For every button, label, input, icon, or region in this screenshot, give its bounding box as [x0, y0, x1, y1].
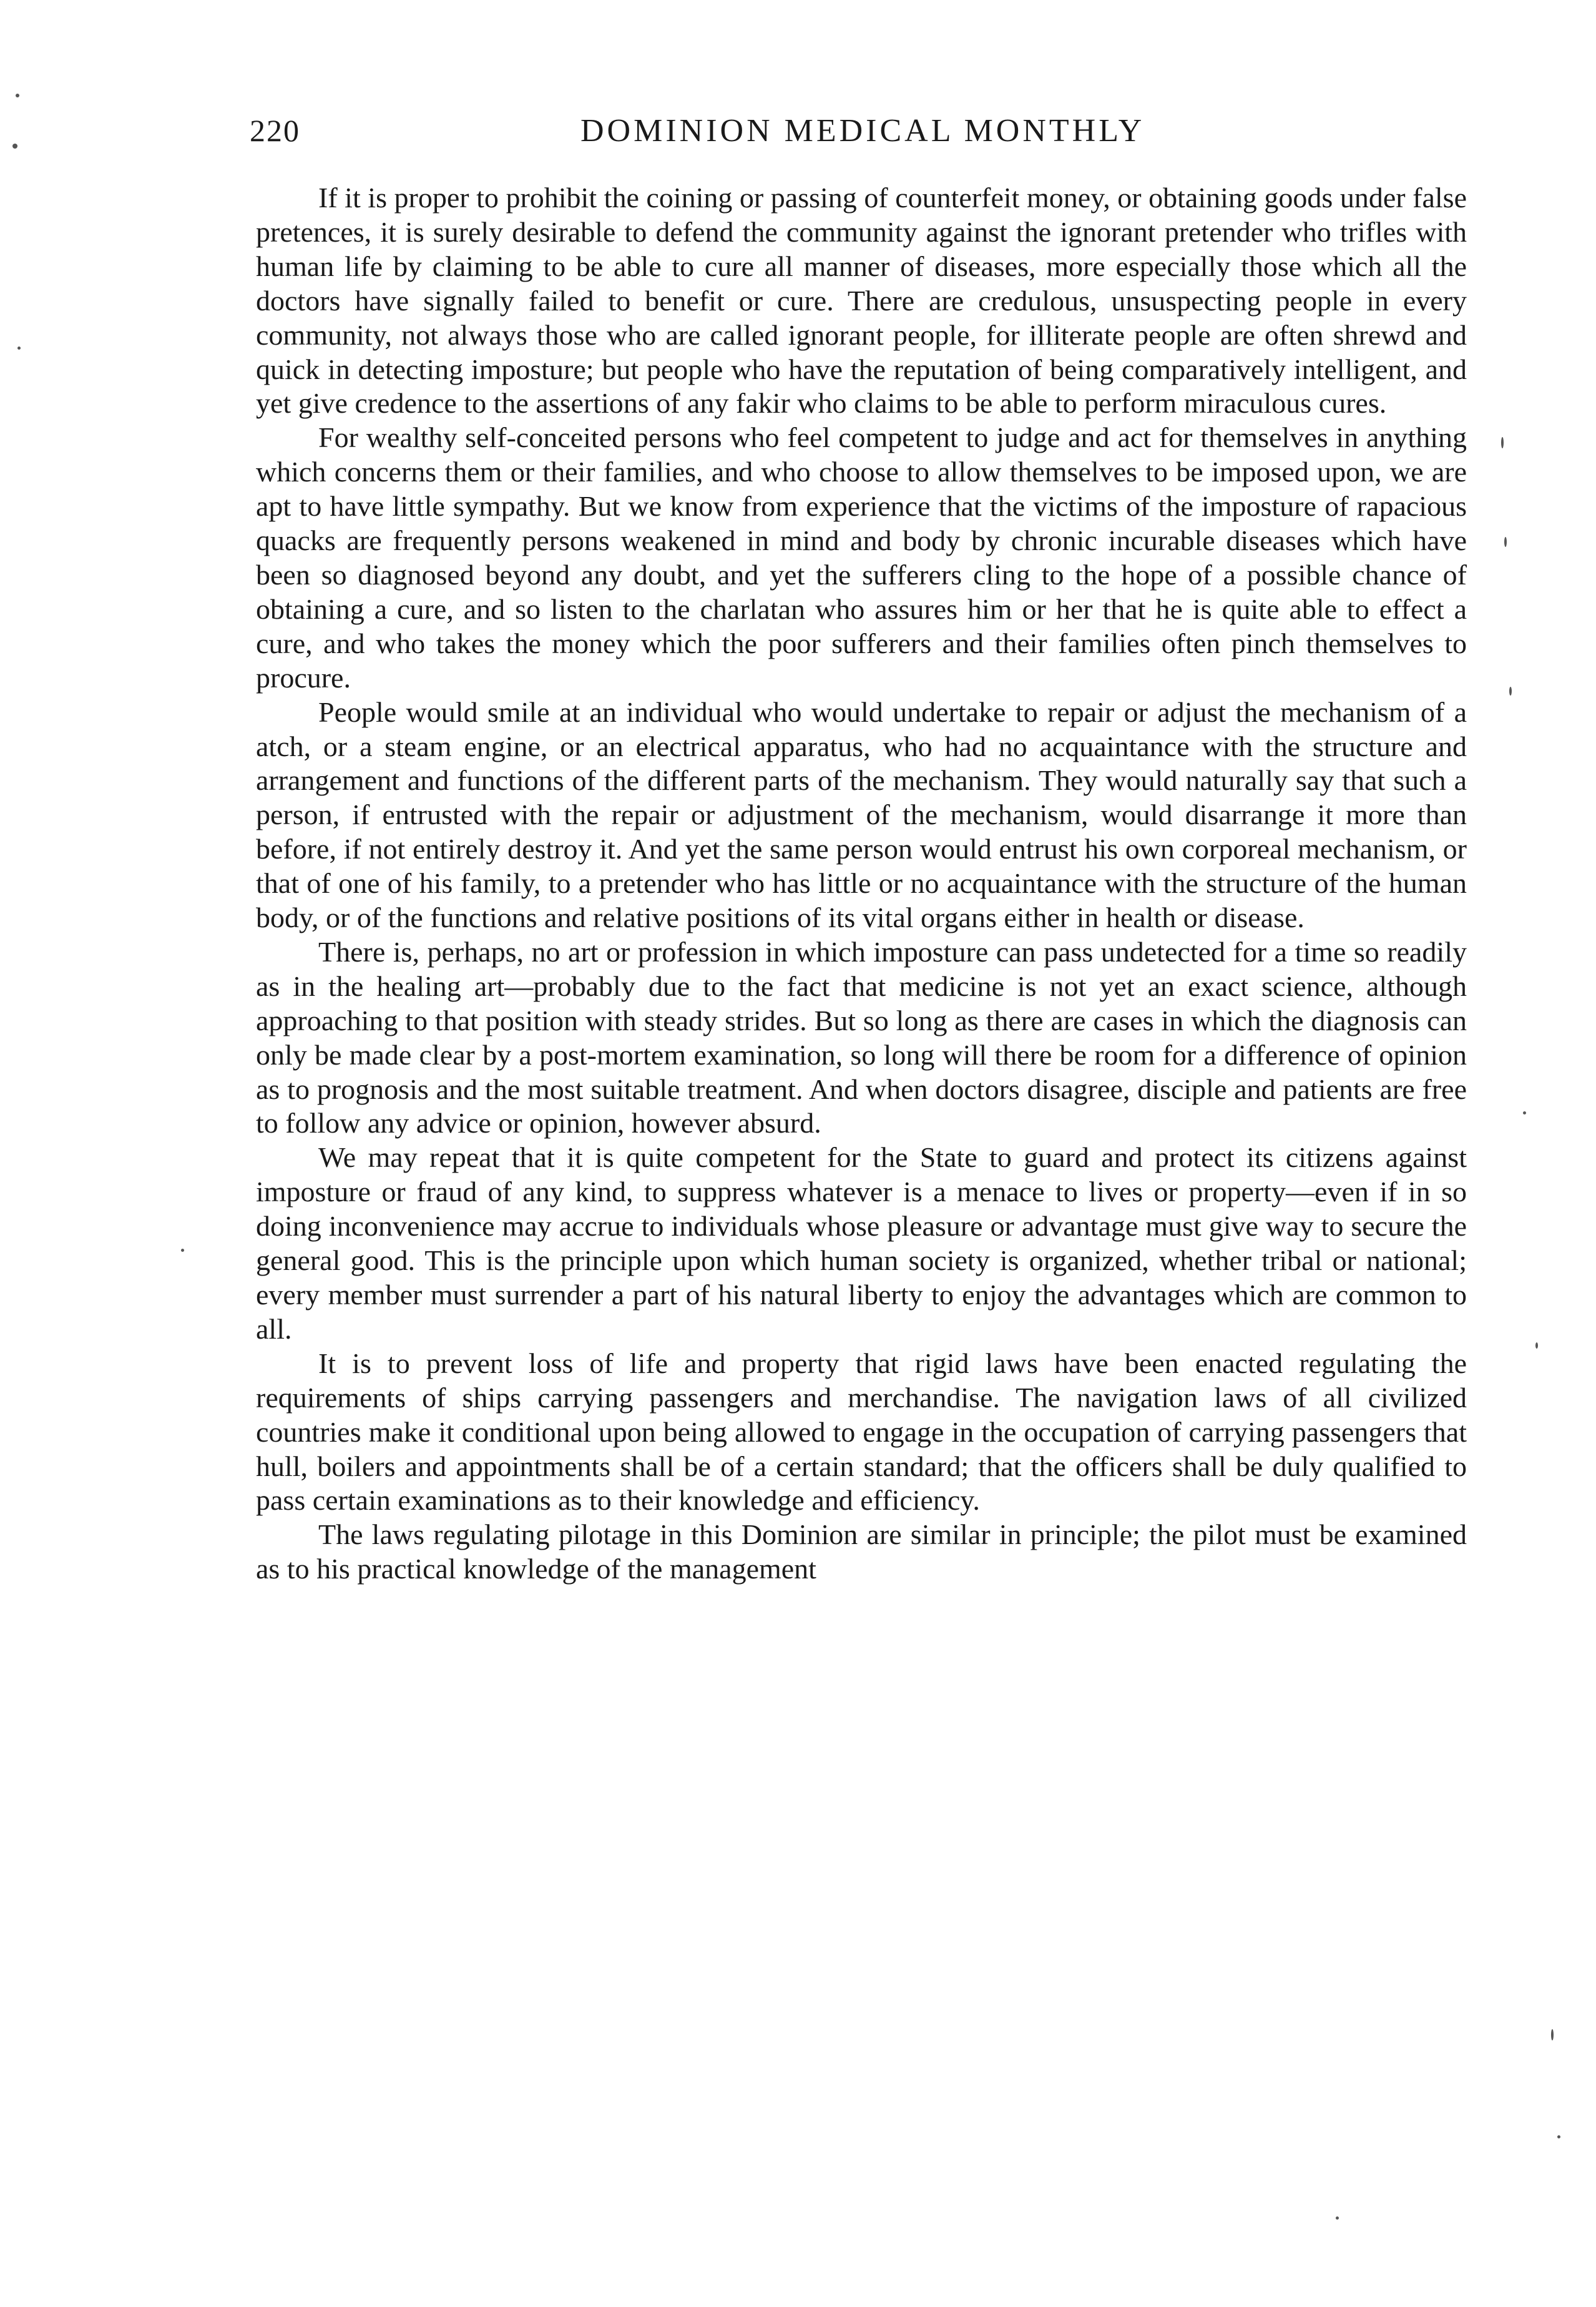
paragraph-wealthy-persons: For wealthy self-conceited persons who feel competent to judge and act for themselves in anything which concerns them or their families, and who choose to allow themselves to be imposed upon, we are apt to have little sympathy. But we know from experience that the victims of the imposture of rapacious quacks are frequently persons weakened in mind and body by chronic incurable diseases which have been so diagnosed beyond any doubt, and yet the sufferers cling to the hope of a possible chance of obtaining a cure, and so listen to the charlatan who assures him or her that he is quite able to effect a cure, and who takes the money which the poor sufferers and their families often pinch themselves to procure.	[256, 421, 1467, 694]
scan-speck	[1523, 1111, 1526, 1114]
scan-speck	[1504, 537, 1507, 547]
paragraph-navigation-laws: It is to prevent loss of life and property that rigid laws have been enacted regulating the requirements of ships carrying passengers and merchandise. The navigation laws of all civilized countries make it conditional upon being allowed to engage in the occupation of carrying passengers that hull, boilers and appointments shall be of a certain standard; that the officers shall be duly qualified to pass certain examinations as to their knowledge and efficiency.	[256, 1347, 1467, 1517]
scan-speck	[1501, 437, 1504, 448]
scan-speck	[1509, 687, 1512, 696]
scan-speck	[1535, 1342, 1538, 1349]
page-header	[250, 112, 1473, 162]
scan-speck	[12, 144, 17, 149]
paragraph-state-protection: We may repeat that it is quite competent for the State to guard and protect its citizens against imposture or fraud of any kind, to suppress whatever is a menace to lives or property—even if in so doing inconvenience may accrue to individuals whose pleasure or advantage must give way to secure the general good. This is the principle upon which human society is organized, whether tribal or national; every member must surrender a part of his natural liberty to enjoy the advantages which are common to all.	[256, 1141, 1467, 1345]
paragraph-counterfeit: If it is proper to prohibit the coining or passing of counterfeit money, or obtaining goods under false pretences, it is surely desirable to defend the community against the ignorant pretender who trifles with human life by claiming to be able to cure all manner of diseases, more especially those which all the doctors have signally failed to benefit or cure. There are credulous, unsuspecting people in every community, not always those who are called ignorant people, for illiterate people are often shrewd and quick in detecting imposture; but people who have the reputation of being comparatively intelligent, and yet give credence to the assertions of any fakir who claims to be able to perform miraculous cures.	[256, 182, 1467, 420]
scan-speck	[16, 94, 19, 97]
page-number: 220	[250, 113, 300, 148]
paragraph-healing-art: There is, perhaps, no art or profession in which imposture can pass undetected for a time so readily as in the healing art—probably due to the fact that medicine is not yet an exact science, although approaching to that position with steady strides. But so long as there are cases in which the diagnosis can only be made clear by a post-mortem examination, so long will there be room for a difference of opinion as to prognosis and the most suitable treatment. And when doctors disagree, disciple and patients are free to follow any advice or opinion, however absurd.	[256, 935, 1467, 1139]
paragraph-mechanism: People would smile at an individual who would undertake to repair or adjust the mechanism of a atch, or a steam engine, or an electrical apparatus, who had no acquaintance with the structure and arrangement and functions of the different parts of the mechanism. They would naturally say that such a person, if entrusted with the repair or adjustment of the mechanism, would disarrange it more than before, if not entirely destroy it. And yet the same person would entrust his own corporeal mechanism, or that of one of his family, to a pretender who has little or no acquaintance with the structure of the human body, or of the functions and relative positions of its vital organs either in health or disease.	[256, 696, 1467, 934]
scan-speck	[1336, 2216, 1339, 2220]
scan-speck	[17, 347, 21, 350]
scan-speck	[181, 1249, 184, 1252]
scan-speck	[1551, 2029, 1554, 2040]
scan-speck	[1557, 2135, 1560, 2138]
paragraph-pilotage: The laws regulating pilotage in this Dominion are similar in principle; the pilot must be examined as to his practical knowledge of the management	[256, 1518, 1467, 1585]
article-body	[256, 181, 1467, 1586]
running-title: DOMINION MEDICAL MONTHLY	[580, 113, 1145, 149]
